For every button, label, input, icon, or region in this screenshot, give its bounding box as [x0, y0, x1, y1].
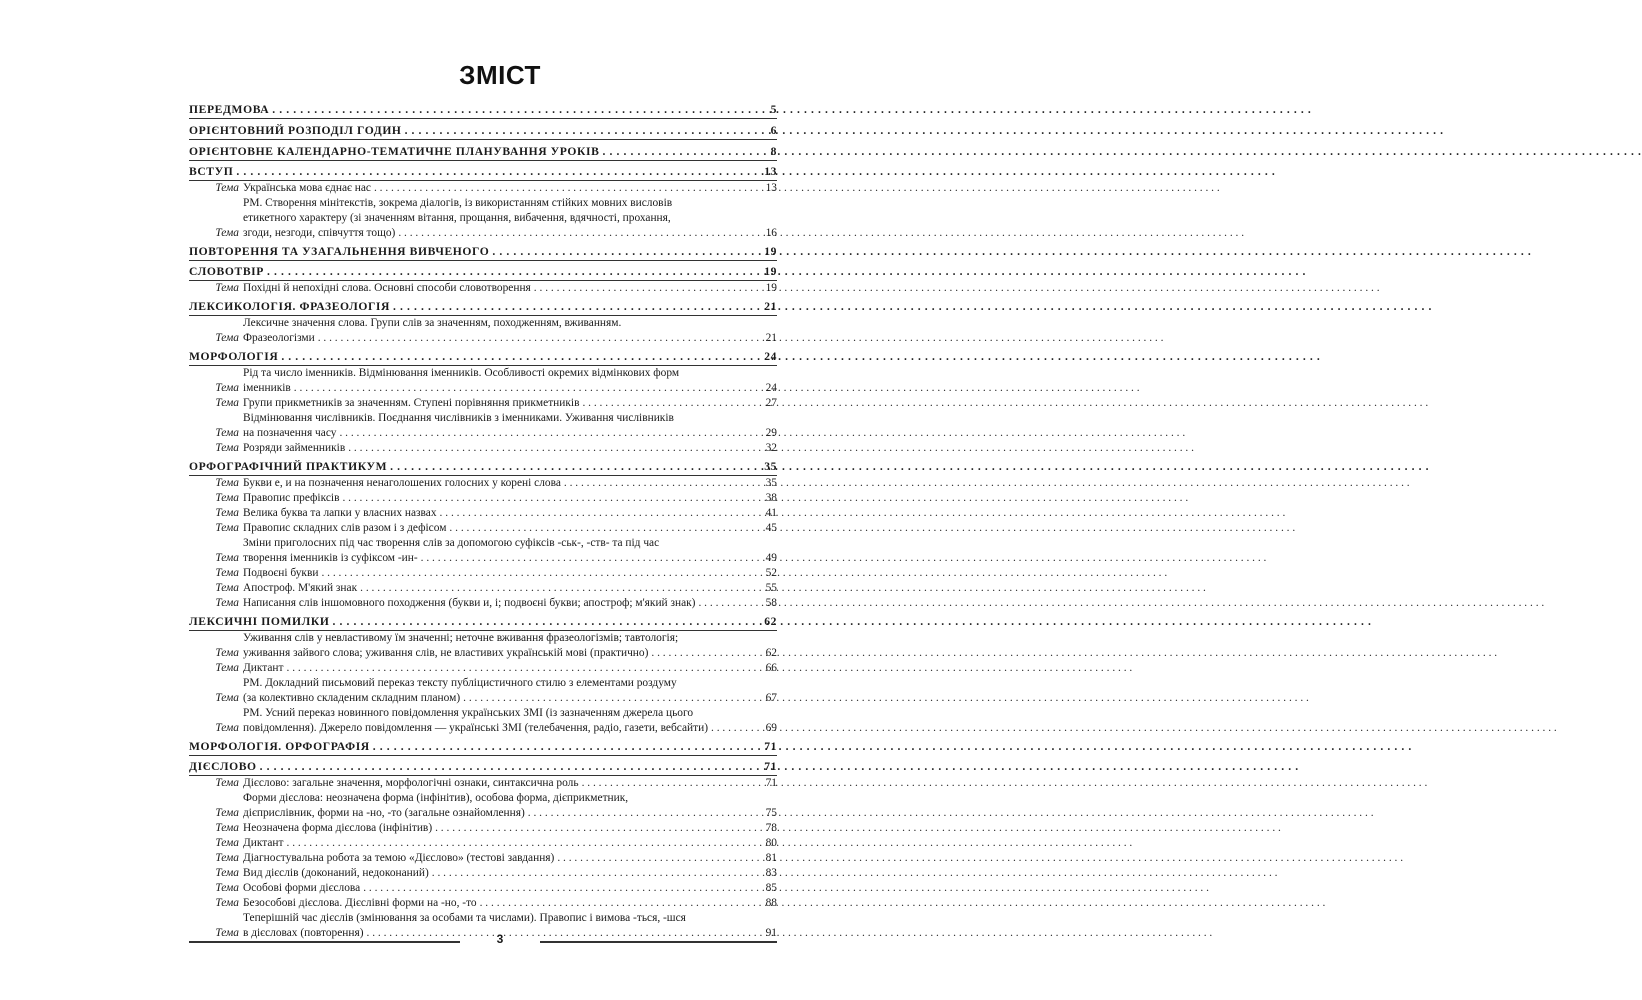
- toc-row: [243, 661, 777, 676]
- entry-page: 24: [764, 350, 777, 363]
- topic-label: Тема: [215, 837, 239, 849]
- dot-leader: [534, 281, 760, 296]
- entry-page: 19: [765, 282, 777, 294]
- topic-line: РМ. Докладний письмовий переказ тексту публіцистичного стилю з елементами роздуму: [243, 677, 677, 689]
- toc-topic-entry: [189, 866, 777, 881]
- toc-row: [243, 331, 777, 346]
- dot-leader: [449, 521, 760, 536]
- toc-topic-entry: [189, 506, 777, 521]
- toc-row: [189, 759, 777, 774]
- toc-row: [243, 581, 777, 596]
- dot-leader: [711, 721, 760, 736]
- entry-text: Диктант: [243, 662, 284, 674]
- toc-topic-entry: [189, 631, 777, 661]
- entry-page: 75: [765, 807, 777, 819]
- entry-text: уживання зайвого слова; уживання слів, не властивих українській мові (практично): [243, 647, 649, 659]
- topic-label: Тема: [215, 522, 239, 534]
- topic-label: Тема: [215, 567, 239, 579]
- toc-row: [243, 551, 777, 566]
- toc-row: [243, 226, 777, 241]
- topic-line: РМ. Створення мінітекстів, зокрема діалогів, із використанням стійких мовних висловів: [243, 197, 673, 209]
- toc-main-entry: [189, 102, 777, 119]
- toc-row: [243, 181, 777, 196]
- entry-text: Розряди займенників: [243, 442, 346, 454]
- entry-text: ОРІЄНТОВНИЙ РОЗПОДІЛ ГОДИН: [189, 124, 402, 137]
- dot-leader: [348, 441, 760, 456]
- entry-page: 78: [765, 822, 777, 834]
- entry-page: 67: [765, 692, 777, 704]
- toc-row: [189, 144, 777, 159]
- toc-row: [189, 123, 777, 138]
- dot-leader: [463, 691, 760, 706]
- topic-line: етикетного характеру (зі значенням вітання, прощання, вибачення, вдячності, прохання,: [243, 212, 671, 224]
- topic-line: Теперішній час дієслів (змінювання за особами та числами). Правопис і вимова -ться, -шся: [243, 912, 686, 924]
- toc-row: [243, 596, 777, 611]
- topic-label: Тема: [215, 927, 239, 939]
- topic-label: Тема: [215, 822, 239, 834]
- dot-leader: [367, 926, 760, 941]
- toc-row: [189, 244, 777, 259]
- entry-text: Правопис складних слів разом і з дефісом: [243, 522, 447, 534]
- entry-page: 5: [770, 103, 777, 116]
- entry-page: 71: [765, 777, 777, 789]
- dot-leader: [360, 581, 760, 596]
- entry-page: 80: [765, 837, 777, 849]
- topic-body: [243, 896, 777, 911]
- entry-text: Апостроф. М'який знак: [243, 582, 358, 594]
- toc-row: [243, 821, 777, 836]
- toc-topic-entry: [189, 851, 777, 866]
- dot-leader: [492, 244, 760, 259]
- toc-topic-entry: [189, 476, 777, 491]
- entry-text: (за колективно складеним складним планом): [243, 692, 461, 704]
- topic-label: Тема: [215, 442, 239, 454]
- toc-row: [189, 299, 777, 314]
- entry-text: дієприслівник, форми на -но, -то (загальне ознайомлення): [243, 807, 525, 819]
- page-title: ЗМІСТ: [459, 60, 541, 90]
- toc-topic-entry: [189, 706, 777, 736]
- toc-row: [243, 896, 777, 911]
- dot-leader: [390, 459, 760, 474]
- entry-text: Українська мова єднає нас: [243, 182, 371, 194]
- toc-topic-entry: [189, 776, 777, 791]
- toc-row: [243, 491, 777, 506]
- toc-topic-entry: [189, 441, 777, 456]
- dot-leader: [373, 739, 760, 754]
- entry-page: 81: [765, 852, 777, 864]
- topic-label: Тема: [215, 582, 239, 594]
- entry-page: 13: [764, 165, 777, 178]
- entry-page: 35: [765, 477, 777, 489]
- toc-topic-entry: [189, 676, 777, 706]
- toc-row: [243, 476, 777, 491]
- dot-leader: [260, 759, 760, 774]
- entry-page: 58: [765, 597, 777, 609]
- toc-row: [189, 739, 777, 754]
- topic-body: [243, 396, 777, 411]
- topic-label: Тема: [215, 662, 239, 674]
- topic-line: Рід та число іменників. Відмінювання іменників. Особливості окремих відмінкових форм: [243, 367, 680, 379]
- dot-leader: [582, 396, 760, 411]
- topic-label: Тема: [215, 597, 239, 609]
- entry-page: 83: [765, 867, 777, 879]
- entry-text: МОРФОЛОГІЯ. ОРФОГРАФІЯ: [189, 740, 370, 753]
- toc-row: [189, 459, 777, 474]
- entry-page: 41: [765, 507, 777, 519]
- entry-text: Написання слів іншомовного походження (букви и, і; подвоєні букви; апостроф; м'який знак): [243, 597, 696, 609]
- dot-leader: [393, 299, 760, 314]
- toc-topic-entry: [189, 196, 777, 241]
- dot-leader: [287, 661, 761, 676]
- topic-body: [243, 521, 777, 536]
- topic-label: Тема: [215, 282, 239, 294]
- topic-body: [243, 196, 777, 241]
- dot-leader: [582, 776, 760, 791]
- section-rule: [189, 160, 777, 161]
- entry-text: Групи прикметників за значенням. Ступені порівняння прикметників: [243, 397, 580, 409]
- entry-text: повідомлення). Джерело повідомлення — українські ЗМІ (телебачення, радіо, газети, вебсайти): [243, 722, 708, 734]
- dot-leader: [321, 566, 760, 581]
- dot-leader: [440, 506, 760, 521]
- toc-section-entry: [189, 459, 777, 476]
- dot-leader: [236, 164, 760, 179]
- toc-topic-entry: [189, 821, 777, 836]
- dot-leader: [287, 836, 761, 851]
- dot-leader: [281, 349, 760, 364]
- topic-body: [243, 491, 777, 506]
- toc-row: [243, 381, 777, 396]
- topic-label: Тема: [215, 382, 239, 394]
- topic-body: [243, 881, 777, 896]
- entry-page: 88: [765, 897, 777, 909]
- entry-page: 49: [765, 552, 777, 564]
- topic-body: [243, 581, 777, 596]
- dot-leader: [651, 646, 760, 661]
- entry-page: 13: [765, 182, 777, 194]
- toc-topic-entry: [189, 366, 777, 396]
- entry-text: ПОВТОРЕННЯ ТА УЗАГАЛЬНЕННЯ ВИВЧЕНОГО: [189, 245, 490, 258]
- dot-leader: [564, 476, 760, 491]
- toc-row: [243, 566, 777, 581]
- toc-topic-entry: [189, 836, 777, 851]
- entry-page: 62: [764, 615, 777, 628]
- toc-section-entry: [189, 739, 777, 756]
- toc-topic-entry: [189, 791, 777, 821]
- toc-section-entry: [189, 164, 777, 181]
- topic-body: [243, 536, 777, 566]
- topic-body: [243, 316, 777, 346]
- entry-text: іменників: [243, 382, 291, 394]
- dot-leader: [272, 102, 760, 117]
- entry-text: творення іменників із суфіксом -ин-: [243, 552, 418, 564]
- entry-page: 29: [765, 427, 777, 439]
- entry-text: Похідні й непохідні слова. Основні способи словотворення: [243, 282, 531, 294]
- entry-text: СЛОВОТВІР: [189, 265, 264, 278]
- topic-label: Тема: [215, 777, 239, 789]
- topic-body: [243, 506, 777, 521]
- topic-body: [243, 836, 777, 851]
- toc-row: [243, 521, 777, 536]
- entry-text: Букви е, и на позначення ненаголошених голосних у корені слова: [243, 477, 561, 489]
- topic-body: [243, 851, 777, 866]
- toc-topic-entry: [189, 596, 777, 611]
- entry-page: 32: [765, 442, 777, 454]
- entry-page: 21: [764, 300, 777, 313]
- toc-row: [243, 441, 777, 456]
- topic-body: [243, 776, 777, 791]
- toc-topic-entry: [189, 881, 777, 896]
- dot-leader: [698, 596, 760, 611]
- toc-topic-entry: [189, 521, 777, 536]
- entry-page: 85: [765, 882, 777, 894]
- topic-label: Тема: [215, 897, 239, 909]
- entry-text: Дієслово: загальне значення, морфологічні ознаки, синтаксична роль: [243, 777, 579, 789]
- footer-rule-left: [189, 941, 460, 943]
- entry-text: ВСТУП: [189, 165, 234, 178]
- topic-label: Тема: [215, 692, 239, 704]
- topic-body: [243, 441, 777, 456]
- entry-text: Правопис префіксів: [243, 492, 340, 504]
- entry-page: 19: [764, 265, 777, 278]
- toc-row: [243, 776, 777, 791]
- toc-topic-entry: [189, 896, 777, 911]
- topic-line: Уживання слів у невластивому їм значенні; неточне вживання фразеологізмів; тавтологія;: [243, 632, 679, 644]
- toc-topic-entry: [189, 396, 777, 411]
- entry-text: ЛЕКСИКОЛОГІЯ. ФРАЗЕОЛОГІЯ: [189, 300, 391, 313]
- dot-leader: [405, 123, 760, 138]
- toc-row: [243, 851, 777, 866]
- dot-leader: [435, 821, 760, 836]
- entry-page: 27: [765, 397, 777, 409]
- toc-row: [243, 881, 777, 896]
- toc-row: [189, 102, 777, 117]
- dot-leader: [363, 881, 760, 896]
- entry-text: в дієсловах (повторення): [243, 927, 364, 939]
- toc-topic-entry: [189, 411, 777, 441]
- section-rule: [189, 755, 777, 756]
- entry-page: 35: [764, 460, 777, 473]
- topic-body: [243, 281, 777, 296]
- toc-main-entry: [189, 144, 777, 161]
- topic-body: [243, 476, 777, 491]
- dot-leader: [421, 551, 760, 566]
- toc-row: [189, 164, 777, 179]
- table-of-contents: [189, 102, 777, 941]
- topic-body: [243, 676, 777, 706]
- page-number: 3: [496, 932, 504, 946]
- toc-row: [189, 349, 777, 364]
- entry-page: 66: [765, 662, 777, 674]
- topic-label: Тема: [215, 492, 239, 504]
- toc-row: [243, 691, 777, 706]
- topic-line: Зміни приголосних під час творення слів за допомогою суфіксів -ськ-, -ств- та під час: [243, 537, 660, 549]
- toc-topic-entry: [189, 281, 777, 296]
- entry-page: 38: [765, 492, 777, 504]
- entry-page: 91: [765, 927, 777, 939]
- topic-label: Тема: [215, 852, 239, 864]
- dot-leader: [528, 806, 760, 821]
- dot-leader: [342, 491, 760, 506]
- toc-row: [243, 281, 777, 296]
- topic-label: Тема: [215, 397, 239, 409]
- entry-text: Диктант: [243, 837, 284, 849]
- entry-text: Фразеологізми: [243, 332, 315, 344]
- entry-text: Вид дієслів (доконаний, недоконаний): [243, 867, 429, 879]
- entry-text: ДІЄСЛОВО: [189, 760, 257, 773]
- toc-section-entry: [189, 299, 777, 316]
- entry-page: 52: [765, 567, 777, 579]
- topic-label: Тема: [215, 722, 239, 734]
- entry-page: 45: [765, 522, 777, 534]
- topic-body: [243, 821, 777, 836]
- entry-text: Неозначена форма дієслова (інфінітив): [243, 822, 433, 834]
- entry-page: 24: [765, 382, 777, 394]
- topic-body: [243, 181, 777, 196]
- entry-text: Велика буква та лапки у власних назвах: [243, 507, 437, 519]
- toc-row: [189, 614, 777, 629]
- entry-text: ОРІЄНТОВНЕ КАЛЕНДАРНО-ТЕМАТИЧНЕ ПЛАНУВАННЯ УРОКІВ: [189, 145, 600, 158]
- dot-leader: [339, 426, 760, 441]
- topic-line: Відмінювання числівників. Поєднання числівників з іменниками. Уживання числівників: [243, 412, 674, 424]
- topic-body: [243, 366, 777, 396]
- topic-body: [243, 566, 777, 581]
- topic-body: [243, 661, 777, 676]
- dot-leader: [318, 331, 760, 346]
- topic-label: Тема: [215, 552, 239, 564]
- section-rule: [189, 139, 777, 140]
- entry-page: 16: [765, 227, 777, 239]
- toc-section-entry: [189, 349, 777, 366]
- toc-topic-entry: [189, 491, 777, 506]
- dot-leader: [374, 181, 760, 196]
- topic-line: Форми дієслова: неозначена форма (інфінітив), особова форма, дієприкметник,: [243, 792, 629, 804]
- topic-body: [243, 866, 777, 881]
- toc-row: [243, 806, 777, 821]
- entry-page: 8: [770, 145, 777, 158]
- entry-text: Безособові дієслова. Дієслівні форми на -но, -то: [243, 897, 477, 909]
- entry-page: 55: [765, 582, 777, 594]
- topic-label: Тема: [215, 507, 239, 519]
- toc-row: [243, 506, 777, 521]
- toc-section-entry: [189, 614, 777, 631]
- entry-page: 71: [764, 760, 777, 773]
- entry-text: на позначення часу: [243, 427, 337, 439]
- topic-label: Тема: [215, 227, 239, 239]
- topic-line: РМ. Усний переказ новинного повідомлення українських ЗМІ (із зазначенням джерела цього: [243, 707, 694, 719]
- entry-text: ЛЕКСИЧНІ ПОМИЛКИ: [189, 615, 330, 628]
- entry-page: 69: [765, 722, 777, 734]
- topic-body: [243, 411, 777, 441]
- toc-row: [243, 836, 777, 851]
- topic-label: Тема: [215, 477, 239, 489]
- entry-text: ОРФОГРАФІЧНИЙ ПРАКТИКУМ: [189, 460, 388, 473]
- toc-topic-entry: [189, 661, 777, 676]
- toc-main-entry: [189, 123, 777, 140]
- dot-leader: [398, 226, 760, 241]
- entry-text: Діагностувальна робота за темою «Дієслово» (тестові завдання): [243, 852, 555, 864]
- toc-section-entry: [189, 244, 777, 261]
- dot-leader: [602, 144, 760, 159]
- topic-label: Тема: [215, 867, 239, 879]
- toc-topic-entry: [189, 581, 777, 596]
- topic-body: [243, 596, 777, 611]
- entry-page: 62: [765, 647, 777, 659]
- entry-page: 71: [764, 740, 777, 753]
- toc-row: [189, 264, 777, 279]
- entry-page: 19: [764, 245, 777, 258]
- toc-section-entry: [189, 264, 777, 281]
- toc-topic-entry: [189, 566, 777, 581]
- toc-section-entry: [189, 759, 777, 776]
- dot-leader: [294, 381, 760, 396]
- toc-row: [243, 396, 777, 411]
- section-rule: [189, 118, 777, 119]
- toc-topic-entry: [189, 316, 777, 346]
- dot-leader: [480, 896, 760, 911]
- entry-page: 21: [765, 332, 777, 344]
- topic-label: Тема: [215, 332, 239, 344]
- dot-leader: [332, 614, 760, 629]
- topic-body: [243, 706, 777, 736]
- topic-body: [243, 631, 777, 661]
- topic-body: [243, 791, 777, 821]
- dot-leader: [432, 866, 760, 881]
- dot-leader: [557, 851, 760, 866]
- toc-row: [243, 646, 777, 661]
- section-rule: [189, 260, 777, 261]
- toc-row: [243, 866, 777, 881]
- toc-row: [243, 426, 777, 441]
- topic-label: Тема: [215, 807, 239, 819]
- footer-rule-right: [540, 941, 777, 943]
- entry-text: згоди, незгоди, співчуття тощо): [243, 227, 396, 239]
- entry-text: Особові форми дієслова: [243, 882, 361, 894]
- topic-line: Лексичне значення слова. Групи слів за значенням, походженням, вживанням.: [243, 317, 622, 329]
- toc-row: [243, 721, 777, 736]
- entry-text: МОРФОЛОГІЯ: [189, 350, 279, 363]
- entry-page: 6: [770, 124, 777, 137]
- topic-label: Тема: [215, 427, 239, 439]
- topic-label: Тема: [215, 647, 239, 659]
- toc-topic-entry: [189, 181, 777, 196]
- entry-text: ПЕРЕДМОВА: [189, 103, 270, 116]
- entry-text: Подвоєні букви: [243, 567, 319, 579]
- topic-label: Тема: [215, 182, 239, 194]
- dot-leader: [267, 264, 760, 279]
- toc-topic-entry: [189, 536, 777, 566]
- topic-label: Тема: [215, 882, 239, 894]
